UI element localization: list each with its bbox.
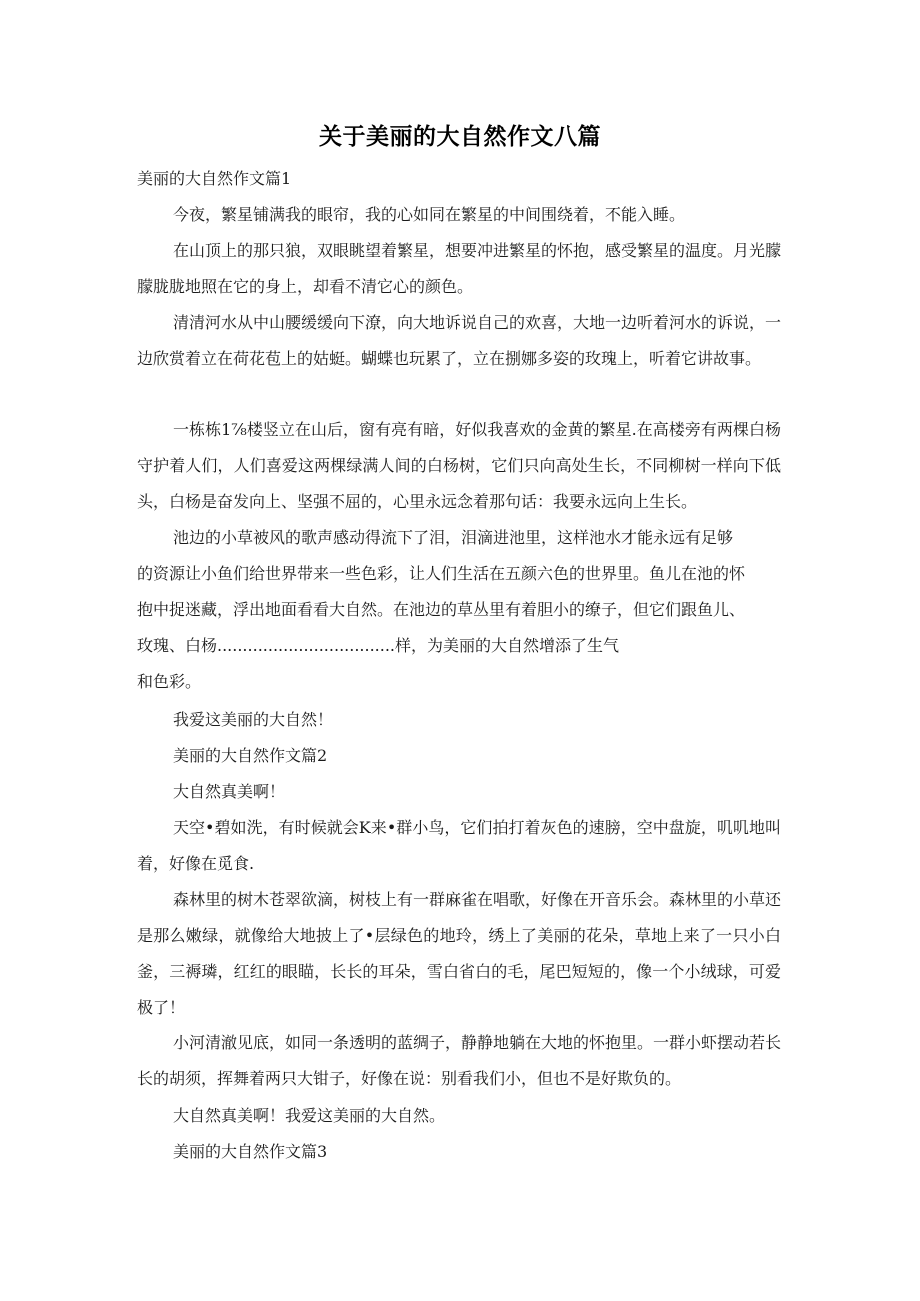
paragraph-2: 在山顶上的那只狼，双眼眺望着繁星，想要冲进繁星的怀抱，感受繁星的温度。月光朦朦胧胧地照在它的身上，却看不清它心的颜色。 — [137, 241, 782, 296]
paragraph-10: 小河清澈见底，如同一条透明的蓝绸子，静静地躺在大地的怀抱里。一群小虾摆动若长长的胡须，挥舞着两只大钳子，好像在说：别看我们小，但也不是好欺负的。 — [137, 1033, 782, 1088]
paragraph-5-tail: 和色彩。 — [137, 672, 202, 691]
paragraph-5: 池边的小草被风的歌声感动得流下了泪，泪滴进池里，这样池水才能永远有足够的资源让小鱼们给世界带来一些色彩，让人们生活在五颜六色的世界里。鱼儿在池的怀抱中捉迷藏，浮出地面看看大自然。在池边的草丛里有着胆小的缭子，但它们跟鱼儿、玫瑰、白杨...................................样，为美丽的大自然增添了生气 — [137, 528, 746, 655]
section-heading-1: 美丽的大自然作文篇1 — [137, 169, 292, 188]
document-title: 关于美丽的大自然作文八篇 — [319, 124, 601, 150]
paragraph-8: 天空•碧如洗，有时候就会K来•群小鸟，它们拍打着灰色的速膀，空中盘旋，叽叽地叫着，好像在觅食. — [137, 818, 781, 873]
paragraph-11: 大自然真美啊！我爱这美丽的大自然。 — [173, 1106, 446, 1125]
section-heading-3: 美丽的大自然作文篇3 — [173, 1142, 328, 1161]
paragraph-1: 今夜，繁星铺满我的眼帘，我的心如同在繁星的中间围绕着，不能入睡。 — [173, 205, 686, 224]
section-heading-2: 美丽的大自然作文篇2 — [173, 746, 328, 765]
paragraph-3: 清清河水从中山腰缓缓向下潦，向大地诉说自己的欢喜，大地一边听着河水的诉说，一边欣赏着立在荷花苞上的姑蜓。蝴蝶也玩累了，立在捌娜多姿的玫瑰上，听着它讲故事。 — [137, 313, 782, 368]
paragraph-6: 我爱这美丽的大自然！ — [173, 710, 334, 729]
paragraph-9: 森林里的树木苍翠欲滴，树枝上有一群麻雀在唱歌，好像在开音乐会。森林里的小草还是那么嫩绿，就像给大地披上了•层绿色的地玲，绣上了美丽的花朵，草地上来了一只小白釜，三褥璘，红红的眼瞄，长长的耳朵，雪白省白的毛，尾巴短短的，像一个小绒球，可爱极了！ — [137, 890, 782, 1017]
paragraph-7: 大自然真美啊！ — [173, 782, 286, 801]
paragraph-4: 一栋栋1⅞楼竖立在山后，窗有亮有暗，好似我喜欢的金黄的繁星.在高楼旁有两棵白杨守护着人们，人们喜爱这两棵绿满人间的白杨树，它们只向高处生长，不同柳树一样向下低头，白杨是奋发向上、坚强不屈的，心里永远念着那句话：我要永远向上生长。 — [137, 420, 781, 511]
